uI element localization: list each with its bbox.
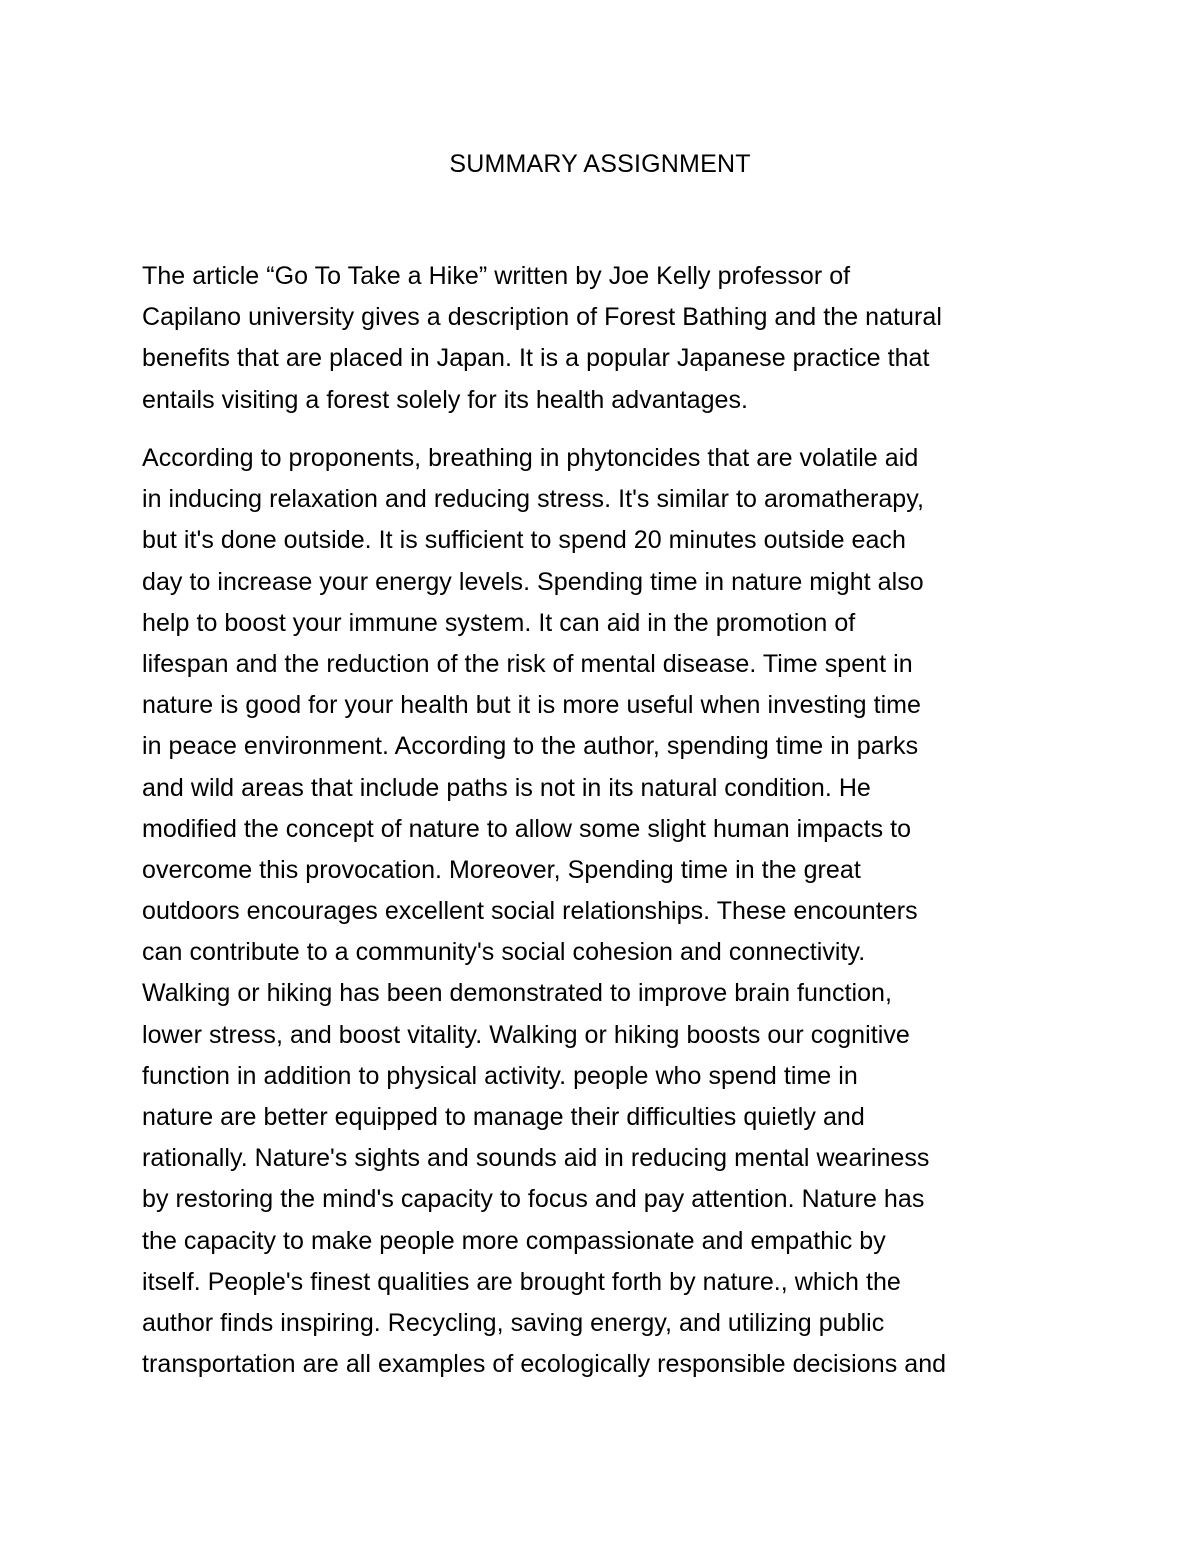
paragraph-line: the capacity to make people more compassionate and empathic by xyxy=(142,1226,886,1255)
paragraph-line: nature are better equipped to manage their difficulties quietly and xyxy=(142,1103,865,1131)
paragraph-1 xyxy=(142,256,1082,421)
paragraph-line: entails visiting a forest solely for its health advantages. xyxy=(142,385,749,414)
paragraph-line: author finds inspiring. Recycling, saving energy, and utilizing public xyxy=(142,1308,885,1337)
paragraph-line: but it's done outside. It is sufficient to spend 20 minutes outside each xyxy=(142,526,906,555)
paragraph-line: nature is good for your health but it is more useful when investing time xyxy=(142,691,922,720)
paragraph-line: day to increase your energy levels. Spending time in nature might also xyxy=(142,567,924,596)
paragraph-line: rationally. Nature's sights and sounds aid in reducing mental weariness xyxy=(142,1144,930,1173)
paragraph-line: outdoors encourages excellent social relationships. These encounters xyxy=(142,897,918,926)
paragraph-line: by restoring the mind's capacity to focus and pay attention. Nature has xyxy=(142,1185,925,1214)
paragraph-line: lifespan and the reduction of the risk of mental disease. Time spent in xyxy=(142,649,913,678)
document-title: SUMMARY ASSIGNMENT xyxy=(449,150,751,178)
paragraph-line: and wild areas that include paths is not in its natural condition. He xyxy=(142,773,871,802)
paragraph-line: can contribute to a community's social cohesion and connectivity. xyxy=(142,938,866,967)
paragraph-line: modified the concept of nature to allow some slight human impacts to xyxy=(142,814,912,843)
paragraph-line: lower stress, and boost vitality. Walking or hiking boosts our cognitive xyxy=(142,1020,910,1049)
paragraph-line: in inducing relaxation and reducing stress. It's similar to aromatherapy, xyxy=(142,485,924,514)
paragraph-line: Capilano university gives a description of Forest Bathing and the natural xyxy=(142,303,942,332)
paragraph-line: in peace environment. According to the author, spending time in parks xyxy=(142,732,919,761)
paragraph-line: Walking or hiking has been demonstrated to improve brain function, xyxy=(142,979,893,1008)
paragraph-line: help to boost your immune system. It can aid in the promotion of xyxy=(142,608,856,637)
paragraph-2 xyxy=(142,438,1082,1385)
paragraph-line: itself. People's finest qualities are brought forth by nature., which the xyxy=(142,1267,901,1296)
paragraph-line: benefits that are placed in Japan. It is a popular Japanese practice that xyxy=(142,344,930,373)
paragraph-line: The article “Go To Take a Hike” written by Joe Kelly professor of xyxy=(142,262,851,290)
paragraph-line: overcome this provocation. Moreover, Spending time in the great xyxy=(142,855,861,884)
paragraph-line: According to proponents, breathing in phytoncides that are volatile aid xyxy=(142,444,919,472)
paragraph-line: transportation are all examples of ecologically responsible decisions and xyxy=(142,1350,947,1379)
paragraph-line: function in addition to physical activity. people who spend time in xyxy=(142,1061,858,1090)
